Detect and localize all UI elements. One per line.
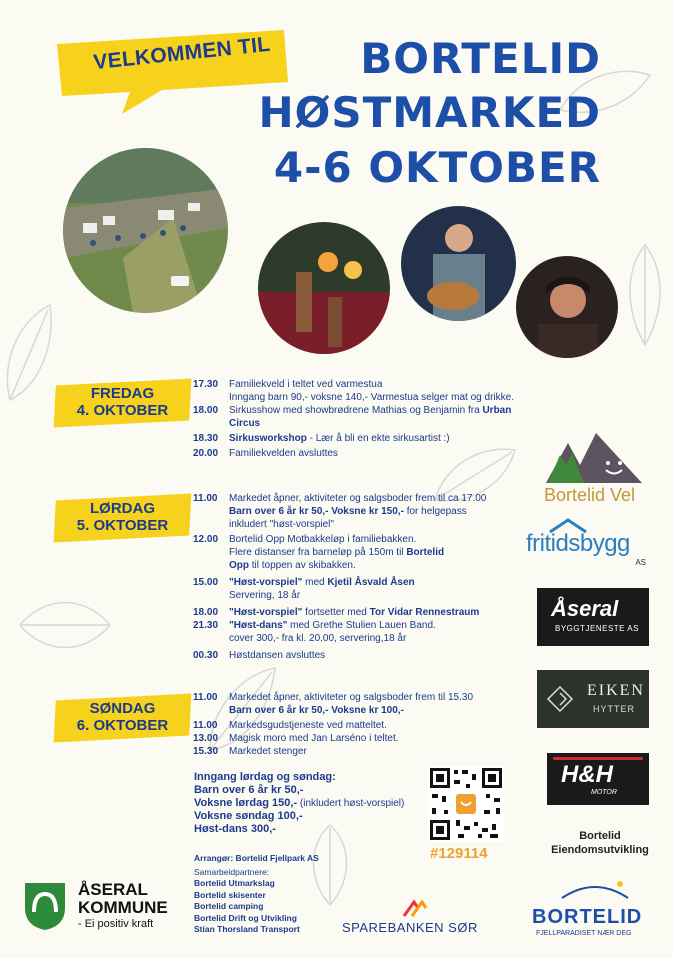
schedule-row: 18.30 Sirkusworkshop - Lær å bli en ekte sirkusartist :): [193, 433, 450, 444]
schedule-row: Barn over 6 år kr 50,- Voksne kr 100,-: [229, 705, 404, 716]
qr-code[interactable]: [428, 766, 504, 842]
bortelid-vel-logo: [538, 425, 650, 510]
schedule-row: Inngang barn 90,- voksne 140,- Varmestua selger mat og drikke.: [229, 392, 514, 403]
schedule-row: 18.00 Sirkusshow med showbrødrene Mathias og Benjamin fra Urban: [193, 405, 512, 416]
schedule-row: Opp til toppen av skibakken.: [229, 560, 356, 571]
singer-photo: [516, 256, 618, 358]
organizer-credits: Arrangør: Bortelid Fjellpark AS Samarbeidpartnere: Bortelid Utmarkslag Bortelid skisenter Bortelid camping Bortelid Drift og Utvikling Stian Thorsland Transport: [194, 853, 319, 934]
bortelid-vel-text: Bortelid Vel: [544, 485, 636, 505]
schedule-row: 15.00 "Høst-vorspiel" med Kjetil Åsvald Åsen: [193, 577, 415, 588]
day-label-friday: FREDAG 4. OKTOBER: [55, 382, 190, 424]
schedule-row: 11.00 Markedet åpner, aktiviteter og salgsboder frem til ca 17.00: [193, 493, 487, 504]
schedule-row: 11.00 Markedet åpner, aktiviteter og salgsboder frem til 15.30: [193, 692, 474, 703]
schedule-row: Flere distanser fra barneløp på 150m til Bortelid: [229, 547, 445, 558]
schedule-row: 12.00 Bortelid Opp Motbakkeløp i familiebakken.: [193, 534, 417, 545]
leaf-decoration-icon: [15, 590, 115, 660]
title-line-1: BORTELID: [360, 34, 601, 83]
hh-motor-logo: H&H MOTOR: [547, 753, 649, 805]
schedule-sunday: [193, 691, 523, 758]
schedule-row: 11.00 Markedsgudstjeneste ved matteltet.: [193, 720, 387, 731]
leaf-decoration-icon: [0, 300, 60, 410]
schedule-row: 00.30 Høstdansen avsluttes: [193, 650, 326, 661]
title-line-2: HØSTMARKED: [258, 88, 601, 137]
circus-fire-photo: [258, 222, 390, 354]
schedule-row: Circus: [229, 418, 261, 429]
title-line-3: 4-6 OKTOBER: [273, 143, 601, 192]
schedule-row: 18.00 "Høst-vorspiel" fortsetter med Tor Vidar Rennestraum: [193, 607, 480, 618]
market-aerial-photo: [63, 148, 228, 313]
schedule-row: inkludert "høst-vorspiel": [229, 519, 334, 530]
schedule-row: Barn over 6 år kr 50,- Voksne kr 150,- for helgepass: [229, 506, 467, 517]
entry-prices: Inngang lørdag og søndag: Barn over 6 år kr 50,- Voksne lørdag 150,- (inkludert høst-vorspiel) Voksne søndag 100,- Høst-dans 300,-: [194, 771, 405, 835]
aseral-byggtjeneste-logo: Åseral BYGGTJENESTE AS: [537, 588, 649, 646]
schedule-row: 13.00 Magisk moro med Jan Larséno i teltet.: [193, 733, 399, 744]
schedule-row: 17.30 Familiekveld i teltet ved varmestua: [193, 379, 383, 390]
day-label-saturday: LØRDAG 5. OKTOBER: [55, 497, 190, 539]
schedule-friday: [193, 378, 543, 460]
schedule-row: Servering, 18 år: [229, 590, 301, 601]
day-label-sunday: SØNDAG 6. OKTOBER: [55, 697, 190, 739]
schedule-row: 15.30 Markedet stenger: [193, 746, 307, 757]
fritidsbygg-logo: fritidsbygg AS: [526, 518, 656, 568]
eiken-hytter-logo: EIKEN HYTTER: [537, 670, 649, 728]
aseral-kommune-logo: ÅSERAL KOMMUNE - Ei positiv kraft: [22, 878, 182, 938]
schedule-row: 21.30 "Høst-dans" med Grethe Stulien Lauen Band.: [193, 620, 436, 631]
qr-code-number: #129114: [430, 845, 488, 862]
schedule-row: cover 300,- fra kl. 20.00, servering,18 år: [229, 633, 407, 644]
welcome-text: VELKOMMEN TIL: [92, 32, 272, 75]
bortelid-eiendomsutvikling: Bortelid Eiendomsutvikling: [551, 830, 649, 856]
leaf-decoration-icon: [620, 240, 670, 350]
guitarist-photo: [401, 206, 516, 321]
schedule-saturday: [193, 492, 523, 662]
schedule-row: 20.00 Familiekvelden avsluttes: [193, 448, 338, 459]
